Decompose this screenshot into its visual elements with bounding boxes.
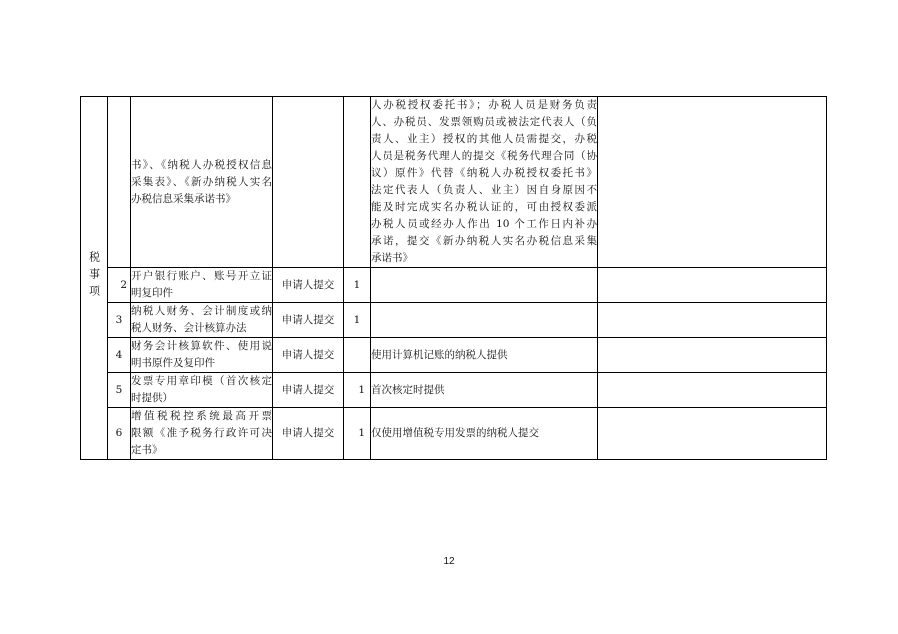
remark-cell: 使用计算机记账的纳税人提供 (371, 338, 598, 373)
copies-count (344, 97, 371, 268)
submission-method: 申请人提交 (273, 338, 344, 373)
material-name-cell (131, 303, 273, 338)
table-row (81, 268, 827, 303)
material-name-line: 纳税人财务、会计制度或纳 (131, 305, 272, 317)
table-row (81, 338, 827, 373)
blank-cell (598, 373, 827, 408)
submission-method (273, 97, 344, 268)
submission-method: 申请人提交 (273, 268, 344, 303)
category-label: 税事项 (87, 250, 101, 302)
copies-count: 1 (344, 303, 371, 338)
remark-line: 承诺，提交《新办纳税人实名办税信息采集 (371, 235, 597, 247)
remark-cell (371, 268, 598, 303)
copies-count (344, 338, 371, 373)
remark-line: 议）原件》代替《纳税人办税授权委托书》 (371, 167, 597, 179)
remark-line: 人员是税务代理人的提交《税务代理合同（协 (371, 150, 597, 162)
material-name-cell (131, 408, 273, 460)
material-name-cell (131, 373, 273, 408)
category-cell (81, 97, 108, 460)
remark-line: 责人、业主）授权的其他人员需提交，办税 (371, 133, 597, 145)
remark-line: 办税人员或经办人作出 10 个工作日内补办 (371, 218, 597, 230)
remark-line: 法定代表人（负责人、业主）因自身原因不 (371, 184, 597, 196)
copies-count: 1 (344, 268, 371, 303)
material-name-line: 采集表》、《新办纳税人实名 (131, 175, 272, 188)
item-number: 3 (108, 303, 131, 338)
item-number: 5 (108, 373, 131, 408)
item-number (108, 97, 131, 268)
remark-line: 能及时完成实名办税认证的，可由授权委派 (371, 201, 597, 213)
material-name-line: 发票专用章印模（首次核定 (131, 375, 272, 387)
blank-cell (598, 268, 827, 303)
remark-line: 人办税授权委托书》；办税人员是财务负责 (371, 99, 597, 111)
material-name-line: 限额《准予税务行政许可决 (131, 427, 272, 439)
table-row (81, 373, 827, 408)
copies-count: 1 (344, 408, 371, 460)
material-name-line: 办税信息采集承诺书》 (131, 192, 236, 205)
submission-method: 申请人提交 (273, 303, 344, 338)
table-row (81, 97, 827, 268)
remark-line: 人、办税员、发票领购员或被法定代表人（负 (371, 116, 597, 128)
table-row (81, 303, 827, 338)
page-number: 12 (443, 556, 455, 567)
remark-line: 承诺书》 (371, 252, 413, 264)
material-name-line: 增值税税控系统最高开票 (131, 410, 272, 422)
material-name-line: 财务会计核算软件、使用说 (131, 340, 272, 352)
material-name-line: 定书》 (131, 444, 163, 456)
submission-method: 申请人提交 (273, 408, 344, 460)
table-row (81, 408, 827, 460)
remark-cell (371, 97, 598, 268)
material-name-line: 明复印件 (131, 287, 173, 299)
remark-cell: 仅使用增值税专用发票的纳税人提交 (371, 408, 598, 460)
material-name-cell (131, 97, 273, 268)
item-number: 4 (108, 338, 131, 373)
material-name-line: 时提供） (131, 392, 173, 404)
blank-cell (598, 97, 827, 268)
copies-count: 1 (344, 373, 371, 408)
material-name-line: 明书原件及复印件 (131, 357, 215, 369)
material-name-line: 税人财务、会计核算办法 (131, 322, 247, 334)
material-name-line: 开户银行账户、账号开立证 (131, 270, 272, 282)
materials-table (80, 96, 827, 460)
material-name-line: 书》、《纳税人办税授权信息 (131, 158, 272, 171)
blank-cell (598, 338, 827, 373)
submission-method: 申请人提交 (273, 373, 344, 408)
material-name-cell (131, 338, 273, 373)
blank-cell (598, 408, 827, 460)
material-name-cell (131, 268, 273, 303)
remark-cell (371, 303, 598, 338)
remark-cell: 首次核定时提供 (371, 373, 598, 408)
item-number: 2 (108, 268, 131, 303)
blank-cell (598, 303, 827, 338)
item-number: 6 (108, 408, 131, 460)
